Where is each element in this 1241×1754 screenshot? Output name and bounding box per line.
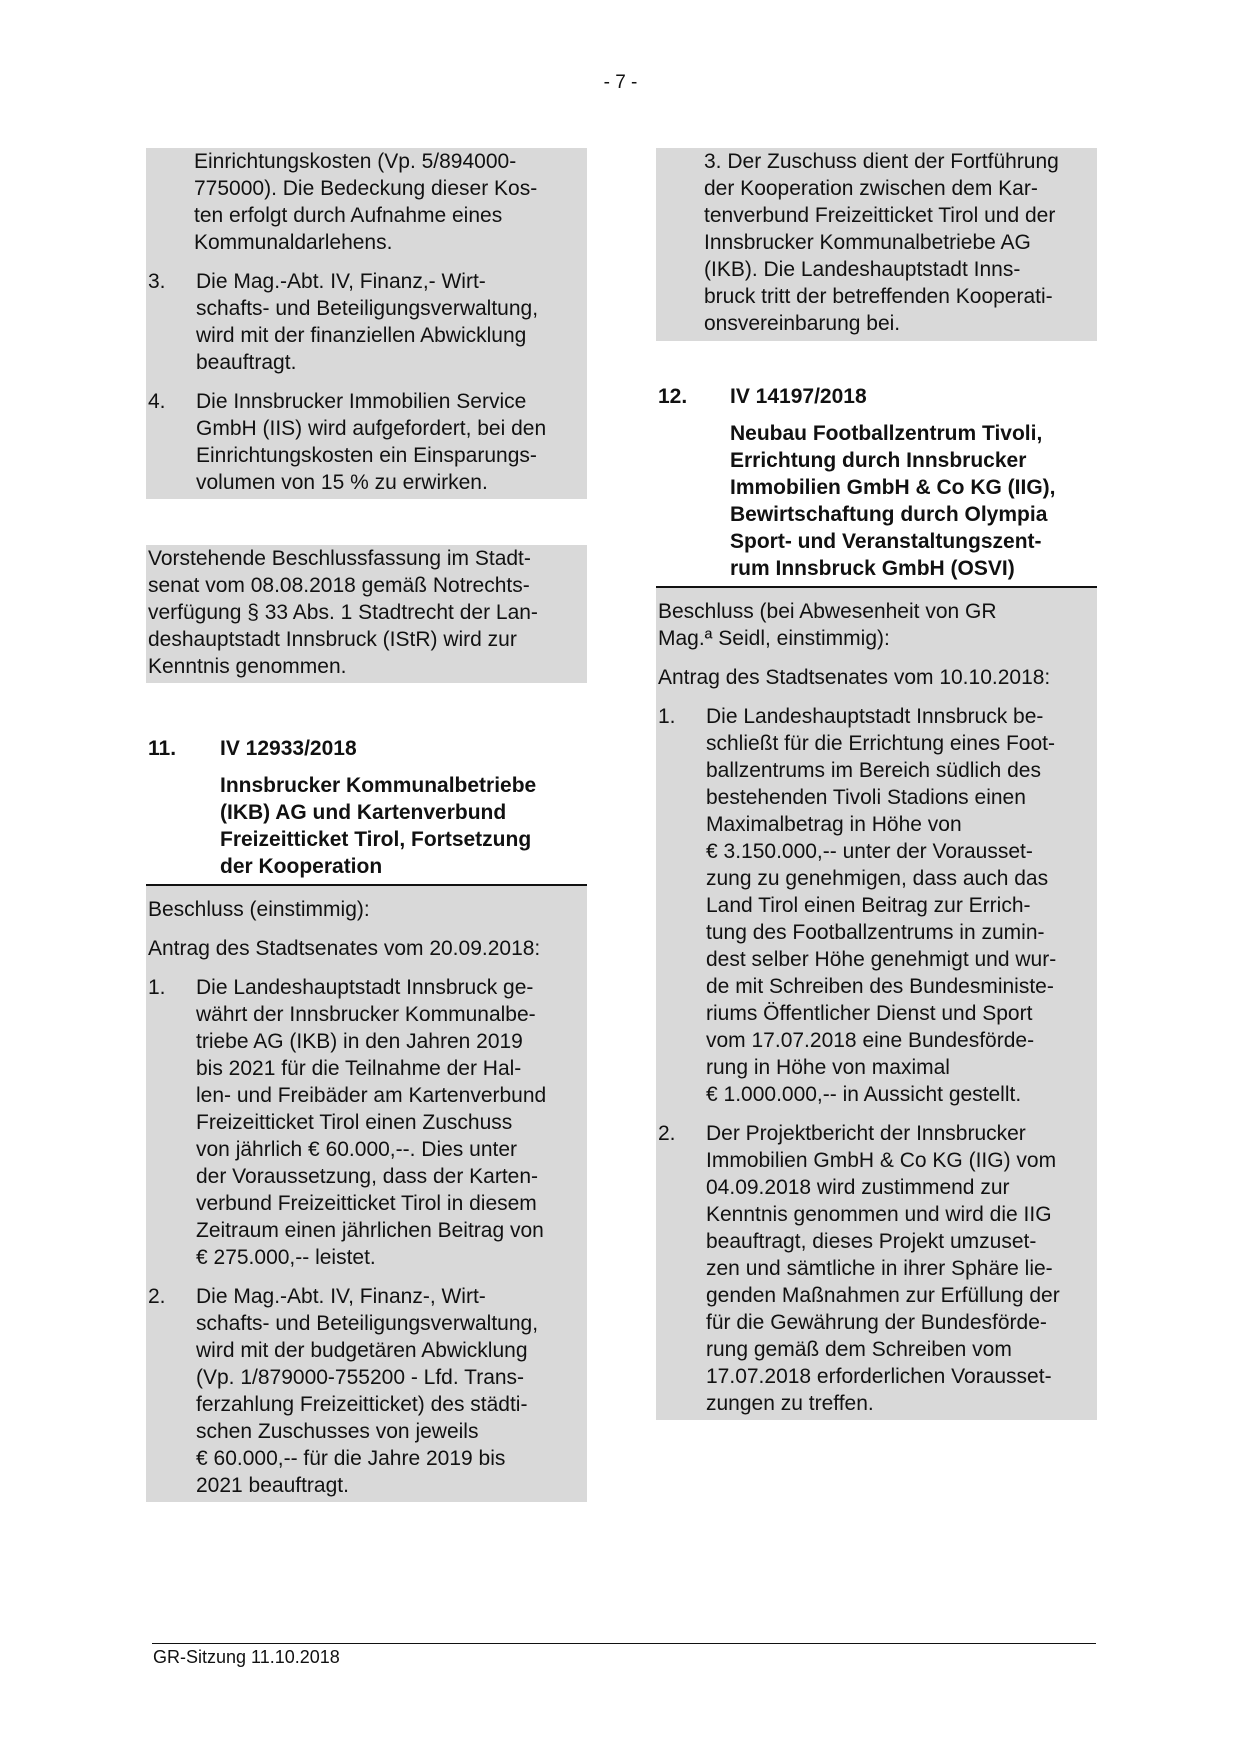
text-line: Neubau Footballzentrum Tivoli, [730, 422, 1043, 445]
text-line: schen Zuschusses von jeweils [196, 1420, 479, 1443]
text-line: Beschluss (bei Abwesenheit von GR [658, 600, 997, 623]
right-continuation-block [656, 148, 1097, 341]
section-title [146, 772, 587, 880]
text-line: senat vom 08.08.2018 gemäß Notrechts- [148, 574, 530, 597]
text-line: Errichtung durch Innsbrucker [730, 449, 1027, 472]
section-header: 12. IV 14197/2018 [658, 385, 867, 408]
footer-text: GR-Sitzung 11.10.2018 [153, 1647, 340, 1667]
text-line: Kenntnis genommen. [148, 655, 347, 678]
text-line: volumen von 15 % zu erwirken. [196, 471, 488, 494]
text-line: ballzentrums im Bereich südlich des [706, 759, 1041, 782]
text-line: rung in Höhe von maximal [706, 1056, 950, 1079]
text-line: Immobilien GmbH & Co KG (IIG), [730, 476, 1056, 499]
right-column [656, 148, 1097, 1420]
text-line: verfügung § 33 Abs. 1 Stadtrecht der Lan- [148, 601, 538, 624]
text-line: tenverbund Freizeitticket Tirol und der [704, 204, 1056, 227]
text-line: schafts- und Beteiligungsverwaltung, [196, 297, 539, 320]
continuation-text [146, 148, 587, 256]
text-line: zungen zu treffen. [706, 1392, 874, 1415]
text-line: tung des Footballzentrums in zumin- [706, 921, 1045, 944]
text-line: Sport- und Veranstaltungszent- [730, 530, 1042, 553]
section-12-body [656, 588, 1097, 1420]
text-line: der Kooperation zwischen dem Kar- [704, 177, 1038, 200]
text-line: € 3.150.000,-- unter der Vorausset- [706, 840, 1033, 863]
text-line: 775000). Die Bedeckung dieser Kos- [194, 177, 538, 200]
text-line: Immobilien GmbH & Co KG (IIG) vom [706, 1149, 1057, 1172]
section-title [656, 420, 1097, 582]
text-line: wird mit der budgetären Abwicklung [196, 1339, 528, 1362]
section-12 [656, 383, 1097, 1420]
text-line: zung zu genehmigen, dass auch das [706, 867, 1049, 890]
text-line: Die Mag.-Abt. IV, Finanz-, Wirt- [196, 1285, 486, 1308]
text-line: Maximalbetrag in Höhe von [706, 813, 962, 836]
beschluss: Beschluss (einstimmig): [148, 898, 370, 921]
text-line: len- und Freibäder am Kartenverbund [196, 1084, 547, 1107]
text-line: dest selber Höhe genehmigt und wur- [706, 948, 1057, 971]
text-line: beauftragt, dieses Projekt umzuset- [706, 1230, 1037, 1253]
text-line: Land Tirol einen Beitrag zur Errich- [706, 894, 1031, 917]
list-item: 1. Die Landeshauptstadt Innsbruck ge- währt der Innsbrucker Kommunalbe- triebe AG (IKB) in den Jahren 2019 bis 2021 für die Teilnahme der Hal- len- und Freibäder am Kartenverbund Freizeitticket Tirol einen Zuschuss von jährlich € 60.000,--. Dies unter der Voraussetzung, dass der Karten- verbund Freizeitticket Tirol in diesem Zeitraum einen jährlichen Beitrag von € 275.000,-- leistet. [146, 974, 587, 1271]
text-line: rum Innsbruck GmbH (OSVI) [730, 557, 1015, 580]
text-line: deshauptstadt Innsbruck (IStR) wird zur [148, 628, 517, 651]
beschluss [656, 598, 1097, 652]
text-line: 04.09.2018 wird zustimmend zur [706, 1176, 1010, 1199]
left-column [146, 148, 587, 1502]
text-line: Die Landeshauptstadt Innsbruck be- [706, 705, 1044, 728]
text-line: Einrichtungskosten ein Einsparungs- [196, 444, 537, 467]
section-header: 11. IV 12933/2018 [148, 737, 357, 760]
text-line: beauftragt. [196, 351, 297, 374]
text-line: € 275.000,-- leistet. [196, 1246, 376, 1269]
antrag: Antrag des Stadtsenates vom 10.10.2018: [658, 666, 1051, 689]
left-continuation-block [146, 148, 587, 499]
text-line: wird mit der finanziellen Abwicklung [196, 324, 527, 347]
text-line: 3. Der Zuschuss dient der Fortführung [704, 150, 1059, 173]
section-11 [146, 735, 587, 1502]
text-line: (IKB) AG und Kartenverbund [220, 801, 507, 824]
notice-block [146, 545, 587, 683]
text-line: verbund Freizeitticket Tirol in diesem [196, 1192, 537, 1215]
text-line: (Vp. 1/879000-755200 - Lfd. Trans- [196, 1366, 525, 1389]
list-item: 1. Die Landeshauptstadt Innsbruck be- schließt für die Errichtung eines Foot- ballzentrums im Bereich südlich des bestehenden Tivoli Stadions einen Maximalbetrag in Höhe von € 3.150.000,-- unter der Vorausset- zung zu genehmigen, dass auch das Land Tirol einen Beitrag zur Errich- tung des Footballzentrums in zumin- dest selber Höhe genehmigt und wur- de mit Schreiben des Bundesministe- riums Öffentlicher Dienst und Sport vom 17.07.2018 eine Bundesförde- rung in Höhe von maximal € 1.000.000,-- in Aussicht gestellt. [656, 703, 1097, 1108]
footer-rule [152, 1643, 1096, 1644]
text-line: der Kooperation [220, 855, 383, 878]
text-line: bruck tritt der betreffenden Kooperati- [704, 285, 1053, 308]
text-line: bis 2021 für die Teilnahme der Hal- [196, 1057, 522, 1080]
text-line: zen und sämtliche in ihrer Sphäre lie- [706, 1257, 1053, 1280]
text-line: von jährlich € 60.000,--. Dies unter [196, 1138, 517, 1161]
list-item: 3. Die Mag.-Abt. IV, Finanz,- Wirt- schafts- und Beteiligungsverwaltung, wird mit der finanziellen Abwicklung beauftragt. [146, 268, 587, 376]
text-line: bestehenden Tivoli Stadions einen [706, 786, 1026, 809]
text-line: genden Maßnahmen zur Erfüllung der [706, 1284, 1060, 1307]
page-number: - 7 - [603, 72, 638, 93]
text-line: Kenntnis genommen und wird die IIG [706, 1203, 1052, 1226]
text-line: Mag.ª Seidl, einstimmig): [658, 627, 890, 650]
text-line: riums Öffentlicher Dienst und Sport [706, 1002, 1033, 1025]
text-line: Zeitraum einen jährlichen Beitrag von [196, 1219, 544, 1242]
text-line: triebe AG (IKB) in den Jahren 2019 [196, 1030, 523, 1053]
text-line: Die Mag.-Abt. IV, Finanz,- Wirt- [196, 270, 486, 293]
text-line: Freizeitticket Tirol, Fortsetzung [220, 828, 532, 851]
text-line: währt der Innsbrucker Kommunalbe- [196, 1003, 536, 1026]
text-line: Vorstehende Beschlussfassung im Stadt- [148, 547, 531, 570]
text-line: € 60.000,-- für die Jahre 2019 bis [196, 1447, 506, 1470]
text-line: der Voraussetzung, dass der Karten- [196, 1165, 539, 1188]
text-line: Einrichtungskosten (Vp. 5/894000- [194, 150, 517, 173]
text-line: 2021 beauftragt. [196, 1474, 349, 1497]
text-line: Die Innsbrucker Immobilien Service [196, 390, 527, 413]
list-item: 4. Die Innsbrucker Immobilien Service GmbH (IIS) wird aufgefordert, bei den Einrichtungskosten ein Einsparungs- volumen von 15 % zu erwirken. [146, 388, 587, 496]
section-11-body [146, 886, 587, 1502]
text-line: ten erfolgt durch Aufnahme eines [194, 204, 503, 227]
text-line: € 1.000.000,-- in Aussicht gestellt. [706, 1083, 1022, 1106]
text-line: Kommunaldarlehens. [194, 231, 393, 254]
list-item: 2. Die Mag.-Abt. IV, Finanz-, Wirt- schafts- und Beteiligungsverwaltung, wird mit der budgetären Abwicklung (Vp. 1/879000-755200 - Lfd. Trans- ferzahlung Freizeitticket) des städti- schen Zuschusses von jeweils € 60.000,-- für die Jahre 2019 bis 2021 beauftragt. [146, 1283, 587, 1499]
text-line: 17.07.2018 erforderlichen Vorausset- [706, 1365, 1052, 1388]
text-line: onsvereinbarung bei. [704, 312, 901, 335]
text-line: schließt für die Errichtung eines Foot- [706, 732, 1055, 755]
text-line: Die Landeshauptstadt Innsbruck ge- [196, 976, 534, 999]
text-line: ferzahlung Freizeitticket) des städti- [196, 1393, 528, 1416]
text-line: GmbH (IIS) wird aufgefordert, bei den [196, 417, 547, 440]
antrag: Antrag des Stadtsenates vom 20.09.2018: [148, 937, 541, 960]
text-line: rung gemäß dem Schreiben vom [706, 1338, 1012, 1361]
text-line: Der Projektbericht der Innsbrucker [706, 1122, 1026, 1145]
text-line: schafts- und Beteiligungsverwaltung, [196, 1312, 539, 1335]
text-line: für die Gewährung der Bundesförde- [706, 1311, 1047, 1334]
text-line: Bewirtschaftung durch Olympia [730, 503, 1048, 526]
text-line: (IKB). Die Landeshauptstadt Inns- [704, 258, 1021, 281]
text-line: vom 17.07.2018 eine Bundesförde- [706, 1029, 1035, 1052]
text-line: Innsbrucker Kommunalbetriebe [220, 774, 537, 797]
text-line: Innsbrucker Kommunalbetriebe AG [704, 231, 1031, 254]
text-line: Freizeitticket Tirol einen Zuschuss [196, 1111, 513, 1134]
text-line: de mit Schreiben des Bundesministe- [706, 975, 1054, 998]
list-item: 2. Der Projektbericht der Innsbrucker Immobilien GmbH & Co KG (IIG) vom 04.09.2018 wird zustimmend zur Kenntnis genommen und wird die IIG beauftragt, dieses Projekt umzuset- zen und sämtliche in ihrer Sphäre lie- genden Maßnahmen zur Erfüllung der für die Gewährung der Bundesförde- rung gemäß dem Schreiben vom 17.07.2018 erforderlichen Vorausset- zungen zu treffen. [656, 1120, 1097, 1417]
